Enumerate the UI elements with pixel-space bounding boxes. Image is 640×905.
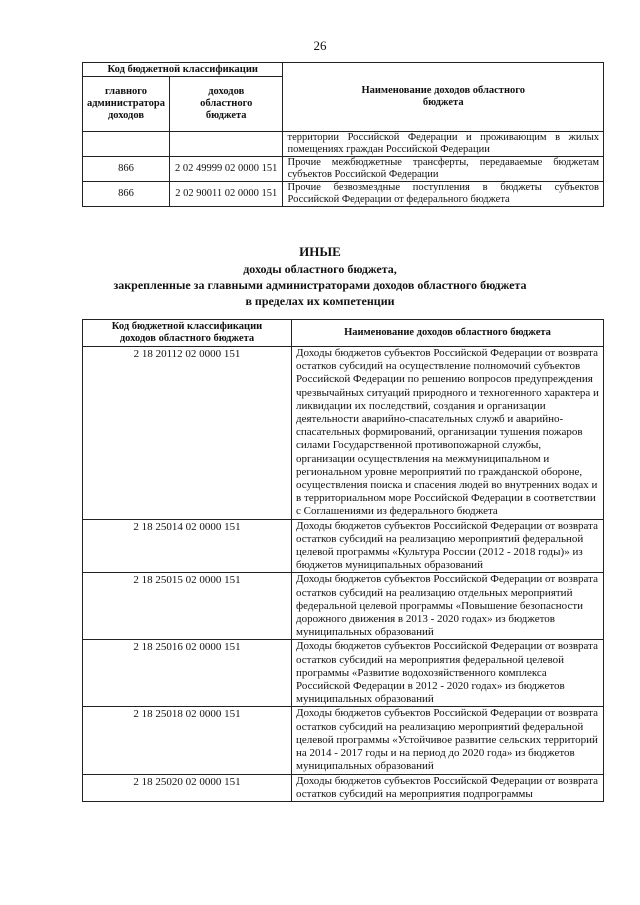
admin-code-cell — [83, 132, 170, 157]
income-code-cell — [169, 132, 283, 157]
income-code-cell: 2 18 25018 02 0000 151 — [83, 707, 292, 774]
table-row — [83, 157, 604, 182]
header-classification-code: Код бюджетной классификации доходов областного бюджета — [83, 320, 292, 347]
income-codes-table-top — [82, 62, 604, 207]
income-name-cell: Доходы бюджетов субъектов Российской Федерации от возврата остатков субсидий на реализацию мероприятий федеральной целевой программы «Культура России (2012 - 2018 годы)» из бюджетов муниципальных образований — [292, 519, 604, 573]
section-subtitle-line-3: в пределах их компетенции — [245, 294, 395, 308]
table-row — [83, 347, 604, 520]
section-title: ИНЫЕ — [299, 244, 341, 259]
header-income-name: Наименование доходов областного бюджета — [292, 320, 604, 347]
income-name-cell: Доходы бюджетов субъектов Российской Федерации от возврата остатков субсидий на осуществление полномочий субъектов Российской Федерации по решению вопросов предупреждения чрезвычайных ситуаций природного и техногенного характера и ликвидации их последствий, создания и организации деятельности аварийно-спасательных служб и аварийно-спасательных формирований, организации тушения пожаров силами Государственной противопожарной службы, организации осуществления на межмуниципальном и региональном уровне мероприятий по гражданской обороне, осуществления поиска и спасения людей во внутренних водах и в территориальном море Российской Федерации в соответствии с Соглашениями из федерального бюджета — [292, 347, 604, 520]
table-row — [83, 519, 604, 573]
income-code-cell: 2 18 25016 02 0000 151 — [83, 640, 292, 707]
table-row — [83, 774, 604, 801]
income-code-cell: 2 02 49999 02 0000 151 — [169, 157, 283, 182]
section-subtitle-line-1: доходы областного бюджета, — [243, 262, 397, 276]
section-subtitle-line-2: закрепленные за главными администраторами доходов областного бюджета — [113, 278, 527, 292]
admin-code-cell: 866 — [83, 157, 170, 182]
admin-code-cell: 866 — [83, 182, 170, 207]
income-code-cell: 2 18 25014 02 0000 151 — [83, 519, 292, 573]
header-classification-code: Код бюджетной классификации — [83, 63, 283, 77]
income-name-cell: Прочие безвозмездные поступления в бюджеты субъектов Российской Федерации от федерального бюджета — [283, 182, 604, 207]
header-chief-administrator: главного администратора доходов — [83, 77, 170, 132]
income-name-cell: территории Российской Федерации и проживающим в жилых помещениях граждан Российской Федерации — [283, 132, 604, 157]
table-row — [83, 573, 604, 640]
table-row — [83, 640, 604, 707]
income-name-cell: Прочие межбюджетные трансферты, передаваемые бюджетам субъектов Российской Федерации — [283, 157, 604, 182]
income-name-cell: Доходы бюджетов субъектов Российской Федерации от возврата остатков субсидий на реализацию отдельных мероприятий федеральной целевой программы «Повышение безопасности дорожного движения в 2013 - 2020 годах» из бюджетов муниципальных образований — [292, 573, 604, 640]
table-row — [83, 132, 604, 157]
income-code-cell: 2 18 25020 02 0000 151 — [83, 774, 292, 801]
table-row — [83, 182, 604, 207]
income-code-cell: 2 18 25015 02 0000 151 — [83, 573, 292, 640]
other-income-table — [82, 319, 604, 802]
header-income-name: Наименование доходов областного бюджета — [283, 63, 604, 132]
income-name-cell: Доходы бюджетов субъектов Российской Федерации от возврата остатков субсидий на мероприятия подпрограммы — [292, 774, 604, 801]
header-regional-income: доходов областного бюджета — [169, 77, 283, 132]
income-name-cell: Доходы бюджетов субъектов Российской Федерации от возврата остатков субсидий на мероприятия федеральной целевой программы «Развитие водохозяйственного комплекса Российской Федерации в 2012 - 2020 годах» из бюджетов муниципальных образований — [292, 640, 604, 707]
page-number: 26 — [313, 38, 327, 53]
income-name-cell: Доходы бюджетов субъектов Российской Федерации от возврата остатков субсидий на реализацию мероприятий федеральной целевой программы «Устойчивое развитие сельских территорий на 2014 - 2017 годы и на период до 2020 года» из бюджетов муниципальных образований — [292, 707, 604, 774]
table-row — [83, 707, 604, 774]
income-code-cell: 2 02 90011 02 0000 151 — [169, 182, 283, 207]
income-code-cell: 2 18 20112 02 0000 151 — [83, 347, 292, 520]
